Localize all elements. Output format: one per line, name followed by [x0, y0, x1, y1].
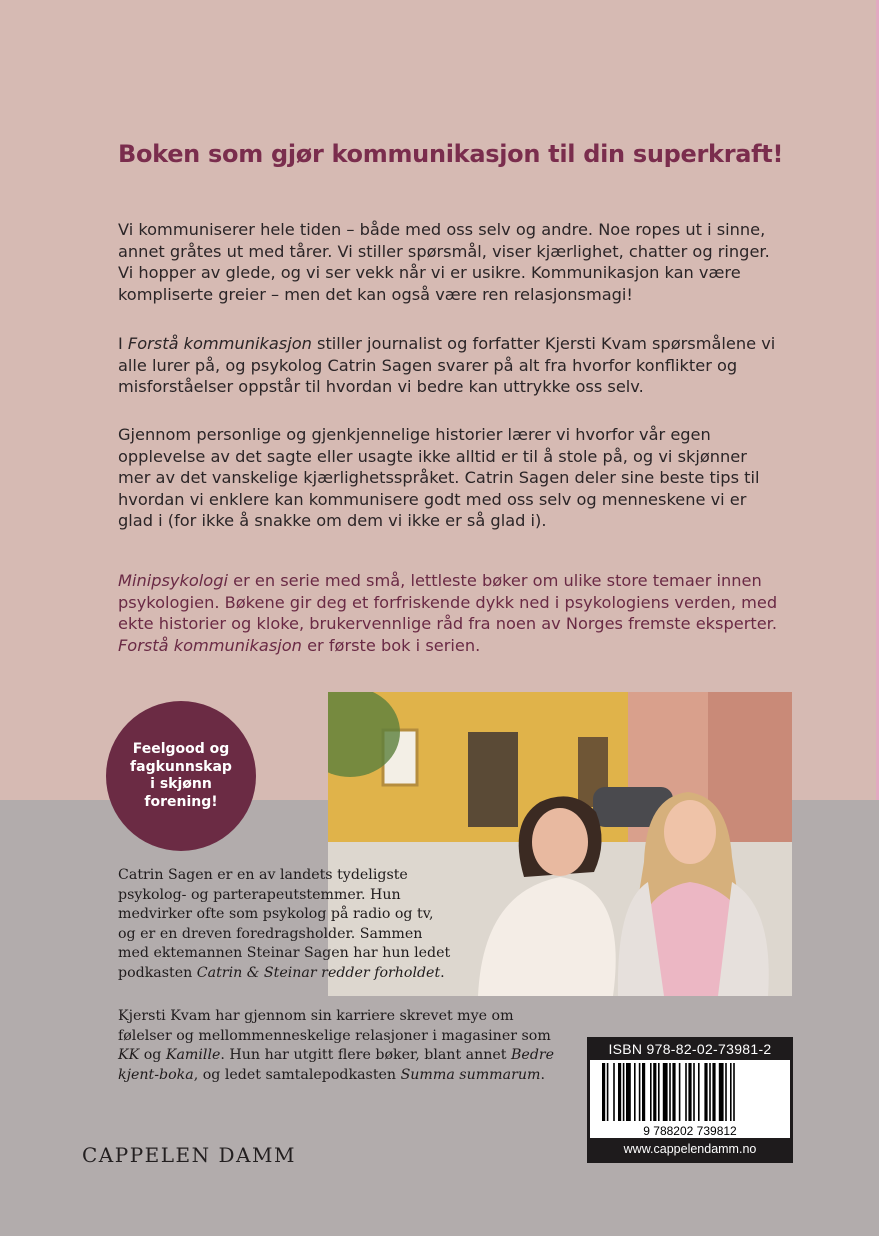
- paragraph-intro: Vi kommuniserer hele tiden – både med oss selv og andre. Noe ropes ut i sinne, annet gråtes ut med tårer. Vi stiller spørsmål, viser kjærlighet, chatter og ringer. Vi hopper av glede, og vi ser vekk når vi er usikre. Kommunikasjon kan være kompliserte greier – men det kan også være ren relasjonsmagi!: [118, 220, 770, 304]
- isbn-label: ISBN 978-82-02-73981-2: [608, 1041, 772, 1057]
- barcode: [590, 1060, 790, 1138]
- publisher-logo: CAPPELEN DAMM: [82, 1143, 296, 1167]
- bio-text: og: [139, 1047, 166, 1064]
- barcode-bar: [613, 1063, 615, 1121]
- badge-line: i skjønn: [150, 776, 212, 792]
- bio-line: med ektemannen Steinar Sagen har hun ledet: [118, 945, 451, 962]
- paragraph-series: [118, 570, 778, 656]
- barcode-bar: [669, 1063, 671, 1121]
- bio-text: .: [540, 1066, 545, 1083]
- barcode-bar: [634, 1063, 636, 1121]
- bio-text: podkasten: [118, 964, 197, 981]
- bio-line: følelser og mellommenneskelige relasjoner i magasiner som: [118, 1027, 551, 1044]
- barcode-bars: [590, 1060, 790, 1138]
- bio-line: [118, 1046, 554, 1066]
- barcode-bar: [618, 1063, 621, 1121]
- bio-catrin-sagen: [118, 866, 450, 984]
- barcode-bar: [663, 1063, 668, 1121]
- magazine-title: KK: [118, 1047, 140, 1064]
- magazine-title: Kamille: [165, 1047, 221, 1064]
- barcode-bar: [704, 1063, 707, 1121]
- bio-line: psykolog- og parterapeutstemmer. Hun: [118, 886, 401, 903]
- bio-text: .: [440, 964, 445, 981]
- bio-kjersti-kvam: [118, 1007, 554, 1085]
- barcode-bar: [685, 1063, 687, 1121]
- book-title: kjent-boka: [118, 1066, 194, 1083]
- barcode-bar: [679, 1063, 681, 1121]
- paragraph-book-description: [118, 333, 778, 398]
- bio-line: [118, 964, 450, 984]
- badge-line: Feelgood og: [132, 741, 230, 757]
- paragraph-stories: Gjennom personlige og gjenkjennelige historier lærer vi hvorfor vår egen opplevelse av det sagte eller usagte ikke alltid er til å stole på, og vi skjønner mer av det vanskelige kjærlighetsspråket. Catrin Sagen deler sine beste tips til hvordan vi enklere kan kommunisere godt med oss selv og menneskene vi er glad i (for ikke å snakke om dem vi ikke er så glad i).: [118, 425, 760, 530]
- barcode-bar: [602, 1063, 605, 1121]
- bio-text: , og ledet samtalepodkasten: [193, 1066, 401, 1083]
- barcode-bar: [688, 1063, 691, 1121]
- barcode-bar: [733, 1063, 735, 1121]
- badge-text: [116, 741, 246, 811]
- book-title-series: Forstå kommunikasjon: [118, 635, 302, 655]
- barcode-bar: [730, 1063, 732, 1121]
- bio-line: [118, 1066, 554, 1086]
- feelgood-badge: [106, 701, 256, 851]
- badge-line: fagkunnskap: [130, 758, 232, 775]
- bio-line: Kjersti Kvam har gjennom sin karriere skrevet mye om: [118, 1008, 514, 1024]
- barcode-digits: 9 788202 739812: [643, 1124, 737, 1138]
- barcode-bar: [607, 1063, 609, 1121]
- paragraph-text: stiller journalist og forfatter Kjersti Kvam spørsmålene vi alle lurer på, og psykolog Catrin Sagen svarer på alt fra hvorfor konflikter og misforståelser oppstår til hvordan vi bedre kan uttrykke oss selv.: [118, 334, 776, 396]
- barcode-bar: [712, 1063, 715, 1121]
- barcode-bar: [672, 1063, 675, 1121]
- badge-line: forening!: [144, 793, 218, 810]
- barcode-bar: [653, 1063, 656, 1121]
- barcode-bar: [626, 1063, 631, 1121]
- bio-text: . Hun har utgitt flere bøker, blant annet: [220, 1047, 511, 1064]
- podcast-title: Summa summarum: [400, 1066, 541, 1083]
- book-title: Forstå kommunikasjon: [127, 334, 312, 353]
- bio-line: medvirker ofte som psykolog på radio og tv,: [118, 906, 434, 923]
- book-title: Bedre: [511, 1047, 555, 1064]
- series-title: Minipsykologi: [118, 571, 228, 590]
- series-text: er en serie med små, lettleste bøker om ulike store temaer innen psykologien. Bøkene gir deg et forfriskende dykk ned i psykologiens verden, med ekte historier og kloke, brukervennlige råd fra noen av Norges fremste eksperter.: [118, 571, 778, 633]
- barcode-bar: [658, 1063, 660, 1121]
- series-end: er første bok i serien.: [301, 635, 481, 655]
- barcode-bar: [639, 1063, 641, 1121]
- barcode-bar: [650, 1063, 652, 1121]
- barcode-bar: [719, 1063, 724, 1121]
- barcode-bar: [623, 1063, 625, 1121]
- barcode-bar: [709, 1063, 711, 1121]
- barcode-bar: [642, 1063, 645, 1121]
- isbn-block: [587, 1037, 793, 1163]
- paragraph-prefix: I: [118, 334, 128, 353]
- bio-line: og er en dreven foredragsholder. Sammen: [118, 925, 423, 942]
- headline: Boken som gjør kommunikasjon til din superkraft!: [118, 140, 784, 168]
- barcode-bar: [698, 1063, 700, 1121]
- barcode-bar: [693, 1063, 695, 1121]
- barcode-bar: [725, 1063, 727, 1121]
- bio-line: Catrin Sagen er en av landets tydeligste: [118, 867, 408, 883]
- podcast-title: Catrin & Steinar redder forholdet: [196, 964, 441, 981]
- publisher-url: www.cappelendamm.no: [623, 1142, 757, 1156]
